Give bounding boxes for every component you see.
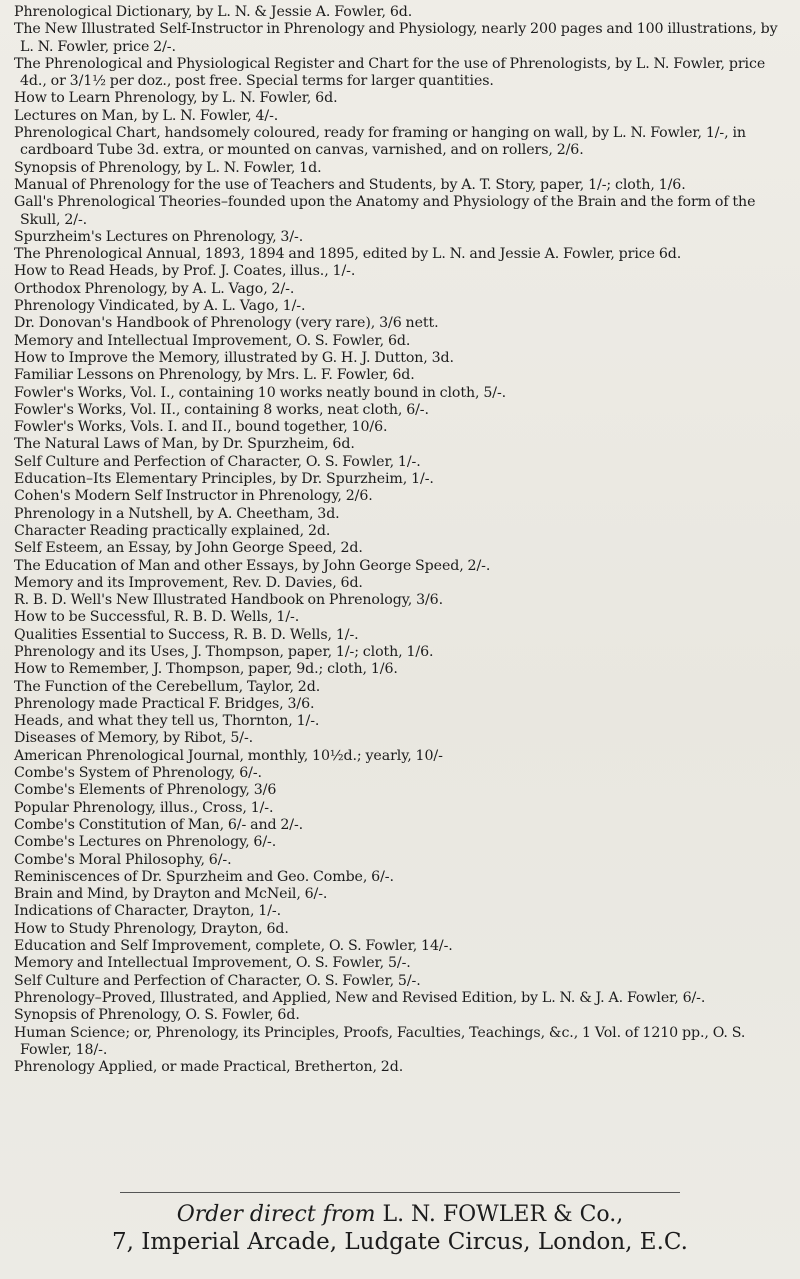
catalogue-entry: Memory and its Improvement, Rev. D. Davies, 6d. [14,574,363,591]
catalogue-entry: The Phrenological Annual, 1893, 1894 and 1895, edited by L. N. and Jessie A. Fowler, price 6d. [14,246,682,263]
catalogue-entry: Memory and Intellectual Improvement, O. S. Fowler, 6d. [14,332,411,349]
catalogue-entry: Self Esteem, an Essay, by John George Speed, 2d. [14,540,363,557]
catalogue-entry: How to be Successful, R. B. D. Wells, 1/-. [14,609,300,626]
catalogue-entry: Self Culture and Perfection of Character, O. S. Fowler, 5/-. [14,972,421,989]
catalogue-entry: Phrenology Vindicated, by A. L. Vago, 1/-. [14,298,306,315]
catalogue-entry: Qualities Essential to Success, R. B. D. Wells, 1/-. [14,626,359,643]
catalogue-entry: Phrenology in a Nutshell, by A. Cheetham, 3d. [14,505,340,522]
catalogue-entry: Phrenological Chart, handsomely coloured, ready for framing or hanging on wall, by L. N. Fowler, 1/-, in cardboard Tube 3d. extra, or mounted on canvas, varnished, and on rollers, 2/6. [14,125,746,159]
catalogue-entry: Gall's Phrenological Theories–founded upon the Anatomy and Physiology of the Brain and the form of the Skull, 2/-. [14,194,756,228]
catalogue-entry: Fowler's Works, Vols. I. and II., bound together, 10/6. [14,419,388,436]
catalogue-entry: Phrenology Applied, or made Practical, Bretherton, 2d. [14,1059,404,1076]
publisher-address: 7, Imperial Arcade, Ludgate Circus, London, E.C. [112,1229,688,1255]
catalogue-entry: How to Improve the Memory, illustrated by G. H. J. Dutton, 3d. [14,349,454,366]
catalogue-entry: The New Illustrated Self-Instructor in Phrenology and Physiology, nearly 200 pages and 100 illustrations, by L. N. Fowler, price 2/-. [14,21,778,55]
catalogue-entry: Brain and Mind, by Drayton and McNeil, 6/-. [14,886,328,903]
catalogue-entry: Cohen's Modern Self Instructor in Phrenology, 2/6. [14,488,373,505]
catalogue-entry: Combe's Elements of Phrenology, 3/6 [14,782,277,799]
book-catalogue-list [14,4,792,1076]
catalogue-entry: Familiar Lessons on Phrenology, by Mrs. L. F. Fowler, 6d. [14,367,415,384]
catalogue-entry: American Phrenological Journal, monthly, 10½d.; yearly, 10/- [14,747,443,764]
order-lead-text: Order direct from [176,1202,376,1227]
catalogue-entry: Fowler's Works, Vol. I., containing 10 works neatly bound in cloth, 5/-. [14,384,507,401]
catalogue-entry: Phrenology–Proved, Illustrated, and Applied, New and Revised Edition, by L. N. & J. A. Fowler, 6/-. [14,989,706,1006]
catalogue-entry: Combe's Constitution of Man, 6/- and 2/-. [14,816,304,833]
catalogue-entry: Synopsis of Phrenology, by L. N. Fowler, 1d. [14,159,322,176]
catalogue-entry: Indications of Character, Drayton, 1/-. [14,903,281,920]
catalogue-entry: Orthodox Phrenology, by A. L. Vago, 2/-. [14,280,295,297]
catalogue-entry: Reminiscences of Dr. Spurzheim and Geo. Combe, 6/-. [14,868,394,885]
catalogue-entry: Spurzheim's Lectures on Phrenology, 3/-. [14,228,304,245]
catalogue-entry: Heads, and what they tell us, Thornton, 1/-. [14,713,320,730]
catalogue-entry: Combe's System of Phrenology, 6/-. [14,765,262,782]
catalogue-entry: The Phrenological and Physiological Register and Chart for the use of Phrenologists, by L. N. Fowler, price 4d., or 3/1½ per doz., post free. Special terms for larger quantities. [14,55,766,90]
catalogue-entry: The Natural Laws of Man, by Dr. Spurzheim, 6d. [14,436,355,453]
catalogue-entry: Combe's Moral Philosophy, 6/-. [14,851,232,868]
catalogue-entry: Self Culture and Perfection of Character, O. S. Fowler, 1/-. [14,453,421,470]
catalogue-entry: Manual of Phrenology for the use of Teachers and Students, by A. T. Story, paper, 1/-; cloth, 1/6. [14,176,686,193]
catalogue-entry: Education–Its Elementary Principles, by Dr. Spurzheim, 1/-. [14,471,434,488]
catalogue-entry: How to Remember, J. Thompson, paper, 9d.; cloth, 1/6. [14,661,398,678]
footer-divider [120,1192,680,1193]
catalogue-entry: How to Learn Phrenology, by L. N. Fowler, 6d. [14,90,338,107]
catalogue-entry: Human Science; or, Phrenology, its Principles, Proofs, Faculties, Teachings, &c., 1 Vol. of 1210 pp., O. S. Fowler, 18/-. [14,1024,746,1058]
publisher-name: L. N. FOWLER & Co., [382,1202,624,1227]
order-line [0,1201,800,1228]
catalogue-entry: Memory and Intellectual Improvement, O. S. Fowler, 5/-. [14,955,411,972]
catalogue-entry: Diseases of Memory, by Ribot, 5/-. [14,730,254,747]
catalogue-entry: How to Study Phrenology, Drayton, 6d. [14,920,289,937]
catalogue-entry: Dr. Donovan's Handbook of Phrenology (very rare), 3/6 nett. [14,315,439,332]
catalogue-entry: The Education of Man and other Essays, by John George Speed, 2/-. [14,557,491,574]
catalogue-entry: Fowler's Works, Vol. II., containing 8 works, neat cloth, 6/-. [14,401,429,418]
catalogue-entry: Education and Self Improvement, complete, O. S. Fowler, 14/-. [14,938,453,955]
catalogue-entry: Phrenological Dictionary, by L. N. & Jessie A. Fowler, 6d. [14,4,413,20]
catalogue-entry: Synopsis of Phrenology, O. S. Fowler, 6d. [14,1007,300,1024]
catalogue-entry: Phrenology and its Uses, J. Thompson, paper, 1/-; cloth, 1/6. [14,643,434,660]
catalogue-entry: R. B. D. Well's New Illustrated Handbook on Phrenology, 3/6. [14,592,444,609]
catalogue-entry: Phrenology made Practical F. Bridges, 3/6. [14,695,315,712]
catalogue-entry: Combe's Lectures on Phrenology, 6/-. [14,834,277,851]
catalogue-entry: How to Read Heads, by Prof. J. Coates, illus., 1/-. [14,263,356,280]
catalogue-entry: Lectures on Man, by L. N. Fowler, 4/-. [14,107,279,124]
catalogue-entry: The Function of the Cerebellum, Taylor, 2d. [14,678,321,695]
order-footer [0,1192,800,1256]
catalogue-entry: Popular Phrenology, illus., Cross, 1/-. [14,799,274,816]
catalogue-entry: Character Reading practically explained, 2d. [14,522,331,539]
